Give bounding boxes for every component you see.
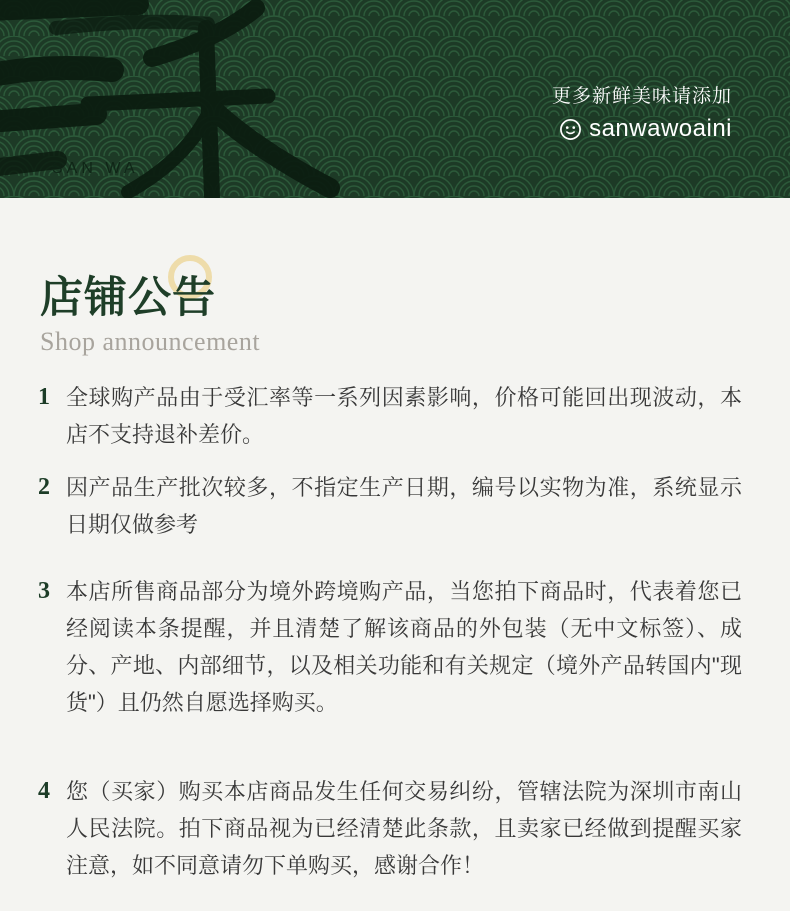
page-subtitle: Shop announcement — [40, 327, 261, 356]
contact-row — [552, 115, 732, 143]
item-number: 1 — [38, 384, 50, 410]
list-item — [38, 469, 742, 543]
item-number: 3 — [38, 578, 50, 604]
announcement-section — [0, 198, 790, 911]
header-banner — [0, 0, 790, 198]
item-text: 您（买家）购买本店商品发生任何交易纠纷，管辖法院为深圳市南山人民法院。拍下商品视为已经清楚此条款，且卖家已经做到提醒买家注意，如不同意请勿下单购买，感谢合作！ — [66, 779, 742, 878]
list-item — [38, 573, 742, 721]
item-text: 本店所售商品部分为境外跨境购产品，当您拍下商品时，代表着您已经阅读本条提醒，并且清楚了解该商品的外包装（无中文标签）、成分、产地、内部细节，以及相关功能和有关规定（境外产品转国内"现货"）且仍然自愿选择购买。 — [66, 579, 742, 715]
item-number: 2 — [38, 474, 50, 500]
item-text: 全球购产品由于受汇率等一系列因素影响，价格可能回出现波动，本店不支持退补差价。 — [66, 385, 742, 447]
item-text: 因产品生产批次较多，不指定生产日期，编号以实物为准，系统显示日期仅做参考 — [66, 475, 742, 537]
page-title: 店铺公告 — [40, 275, 216, 322]
list-item — [38, 379, 742, 453]
brand-name-en: SAN WA — [52, 160, 139, 177]
contact-id: sanwawoaini — [589, 115, 732, 142]
header-promo — [552, 81, 732, 143]
item-number: 4 — [38, 778, 50, 804]
chat-face-icon — [559, 118, 582, 141]
notice-list — [38, 379, 742, 884]
promo-text: 更多新鲜美味请添加 — [551, 86, 732, 107]
list-item — [38, 773, 742, 884]
